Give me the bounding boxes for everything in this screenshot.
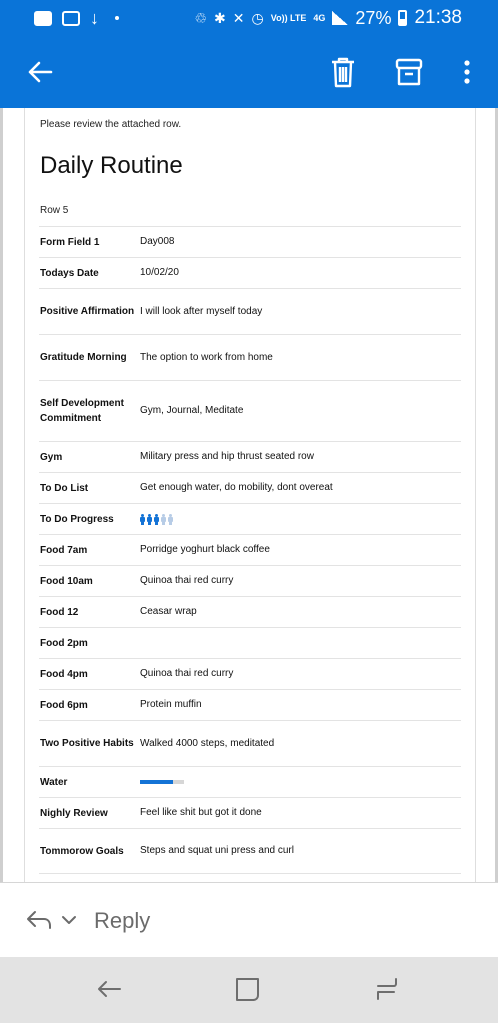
nav-home-icon <box>234 976 261 1003</box>
table-row <box>39 565 461 596</box>
back-button[interactable] <box>22 54 58 90</box>
field-label: Food 7am <box>40 544 88 556</box>
nav-home-button[interactable] <box>234 976 261 1003</box>
table-row <box>39 257 461 288</box>
field-value: Protein muffin <box>140 699 202 710</box>
outlook-notification-icon <box>34 11 52 26</box>
field-value: The option to work from home <box>140 351 273 363</box>
field-label: Tommorow Goals <box>40 845 124 857</box>
field-label: Food 2pm <box>40 637 88 649</box>
person-filled-icon <box>154 514 159 525</box>
table-row <box>39 472 461 503</box>
archive-button[interactable] <box>393 54 425 90</box>
table-row <box>39 689 461 720</box>
reply-label[interactable]: Reply <box>94 908 151 933</box>
person-empty-icon <box>168 514 173 525</box>
water-value <box>140 780 184 784</box>
volte-label: Vo)) LTE <box>270 12 307 23</box>
nav-back-icon <box>95 975 123 1003</box>
table-row <box>39 288 461 334</box>
mute-icon: ✕ <box>232 9 245 26</box>
reply-options-button[interactable] <box>61 913 77 925</box>
table-row <box>39 720 461 766</box>
table-row <box>39 797 461 828</box>
alarm-icon: ◷ <box>251 9 264 26</box>
field-label: Food 4pm <box>40 668 88 680</box>
person-empty-icon <box>161 514 166 525</box>
signal-icon <box>332 11 348 25</box>
field-value: 10/02/20 <box>140 267 179 278</box>
reply-bar <box>0 882 498 957</box>
back-arrow-icon <box>22 54 58 90</box>
table-row <box>39 503 461 534</box>
field-label: Food 10am <box>40 575 93 587</box>
field-label: Todays Date <box>40 267 99 279</box>
trash-icon <box>327 54 359 90</box>
field-value: Get enough water, do mobility, dont overeat <box>140 482 333 493</box>
nav-recents-button[interactable] <box>374 975 400 1003</box>
table-row <box>39 828 461 874</box>
field-value: Quinoa thai red curry <box>140 575 234 586</box>
water-progress-fill <box>140 780 173 784</box>
field-value: Day008 <box>140 236 175 247</box>
field-value: Gym, Journal, Meditate <box>140 405 244 416</box>
person-filled-icon <box>147 514 152 525</box>
archive-icon <box>393 54 425 90</box>
app-bar <box>0 36 498 108</box>
field-label: Positive Affirmation <box>40 306 135 317</box>
field-label: To Do Progress <box>40 513 114 525</box>
field-label: Self Development Commitment <box>40 398 124 424</box>
intro-text: Please review the attached row. <box>40 119 182 130</box>
field-value: Feel like shit but got it done <box>140 807 262 818</box>
clock: 21:38 <box>414 7 462 28</box>
row-label: Row 5 <box>40 205 69 216</box>
table-row <box>39 658 461 689</box>
table-row <box>39 334 461 380</box>
bluetooth-icon: ✱ <box>214 9 226 26</box>
field-label: Water <box>40 776 68 788</box>
download-icon: ↓ <box>90 8 99 28</box>
delete-button[interactable] <box>327 54 359 90</box>
field-label: Form Field 1 <box>40 236 100 248</box>
more-vertical-icon <box>455 54 479 90</box>
email-card <box>24 108 476 882</box>
scroll-edge-left <box>0 108 3 882</box>
field-value: Ceasar wrap <box>140 606 197 617</box>
field-label: Food 12 <box>40 606 79 618</box>
table-row <box>39 226 461 257</box>
person-filled-icon <box>140 514 145 525</box>
reply-arrow-icon <box>25 909 53 931</box>
table-row <box>39 766 461 797</box>
field-label: Gym <box>40 451 63 463</box>
field-label: Nighly Review <box>40 807 108 819</box>
field-value: Porridge yoghurt black coffee <box>140 544 270 555</box>
table-row <box>39 380 461 441</box>
nav-back-button[interactable] <box>95 975 123 1003</box>
todo-progress-value <box>140 514 173 525</box>
chevron-down-icon <box>61 914 77 926</box>
field-value: Steps and squat uni press and curl <box>140 845 294 856</box>
field-label: Food 6pm <box>40 699 88 711</box>
email-body[interactable] <box>0 108 498 882</box>
field-label: To Do List <box>40 482 89 494</box>
table-row <box>39 627 461 658</box>
table-row <box>39 596 461 627</box>
email-title: Daily Routine <box>40 152 183 179</box>
notification-dot-icon <box>115 16 119 20</box>
table-row <box>39 534 461 565</box>
field-label: Two Positive Habits <box>40 738 134 749</box>
field-value: I will look after myself today <box>140 305 263 317</box>
field-label: Gratitude Morning <box>40 352 127 363</box>
recycle-icon: ♲ <box>194 9 208 26</box>
nav-recents-icon <box>374 975 400 1003</box>
field-value: Military press and hip thrust seated row <box>140 451 314 462</box>
field-value: Walked 4000 steps, meditated <box>140 737 275 749</box>
field-value: Quinoa thai red curry <box>140 668 234 679</box>
network-label: 4G <box>313 12 326 23</box>
battery-icon <box>398 10 407 26</box>
battery-percent: 27% <box>355 7 392 28</box>
system-nav-bar <box>0 957 498 1023</box>
app-notification-icon <box>62 11 80 26</box>
fields-table <box>39 226 461 874</box>
table-row <box>39 441 461 472</box>
water-progress-bar <box>140 780 184 784</box>
status-bar <box>0 0 498 36</box>
more-options-button[interactable] <box>455 54 479 90</box>
reply-button[interactable] <box>25 909 53 931</box>
todo-progress-indicator <box>140 514 173 525</box>
